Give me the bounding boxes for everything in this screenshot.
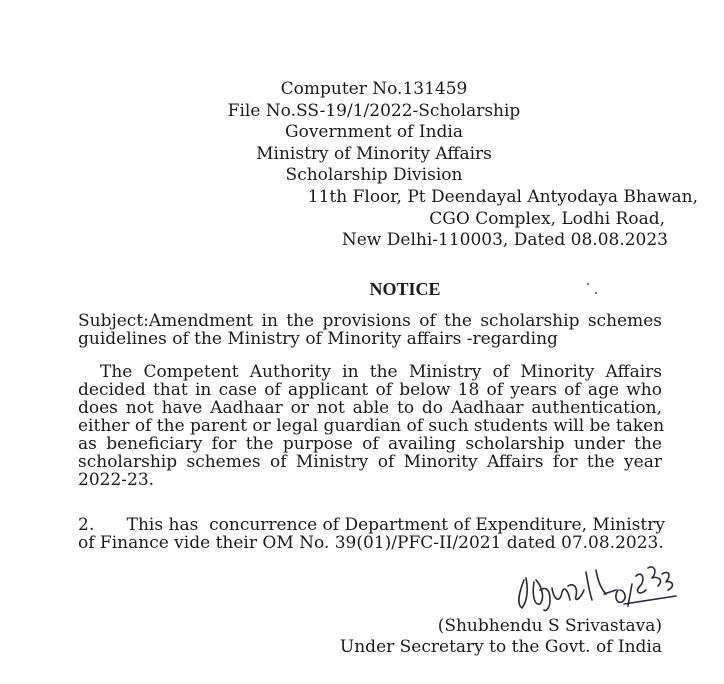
government-name: Government of India (285, 122, 463, 142)
subject-block (78, 312, 662, 348)
paragraph-2 (78, 515, 665, 553)
paragraph-line: as beneficiary for the purpose of availing scholarship under the (78, 434, 662, 454)
paragraph-line: The Competent Authority in the Ministry of Minority Affairs (100, 362, 662, 382)
paragraph-line: does not have Aadhaar or not able to do Aadhaar authentication, (78, 398, 662, 418)
notice-title: NOTICE (369, 279, 441, 299)
scan-speck (587, 283, 589, 285)
address-date-line: New Delhi-110003, Dated 08.08.2023 (341, 230, 668, 250)
handwritten-signature (506, 560, 681, 622)
subject-line: Subject:Amendment in the provisions of the scholarship schemes (78, 311, 662, 331)
paragraph-line: 2. This has concurrence of Department of Expenditure, Ministry (78, 515, 665, 535)
scan-speck (595, 292, 597, 294)
paragraph-line: decided that in case of applicant of below 18 of years of age who (78, 380, 662, 400)
computer-number: Computer No.131459 (280, 79, 468, 99)
division-name: Scholarship Division (285, 165, 463, 185)
ministry-name: Ministry of Minority Affairs (256, 144, 492, 164)
paragraph-line: of Finance vide their OM No. 39(01)/PFC-II/2021 dated 07.08.2023. (78, 533, 664, 553)
signatory-designation: Under Secretary to the Govt. of India (339, 637, 662, 657)
file-number: File No.SS-19/1/2022-Scholarship (227, 101, 521, 121)
paragraph-line: scholarship schemes of Ministry of Minority Affairs for the year (78, 452, 662, 472)
paragraph-line: either of the parent or legal guardian of such students will be taken (78, 416, 665, 436)
paragraph-1 (78, 362, 665, 490)
address-line-1: 11th Floor, Pt Deendayal Antyodaya Bhawan, (307, 187, 698, 207)
subject-line: guidelines of the Ministry of Minority affairs -regarding (78, 329, 558, 349)
paragraph-line: 2022-23. (78, 470, 155, 490)
signatory-name: (Shubhendu S Srivastava) (437, 616, 662, 636)
address-line-2: CGO Complex, Lodhi Road, (429, 209, 665, 229)
